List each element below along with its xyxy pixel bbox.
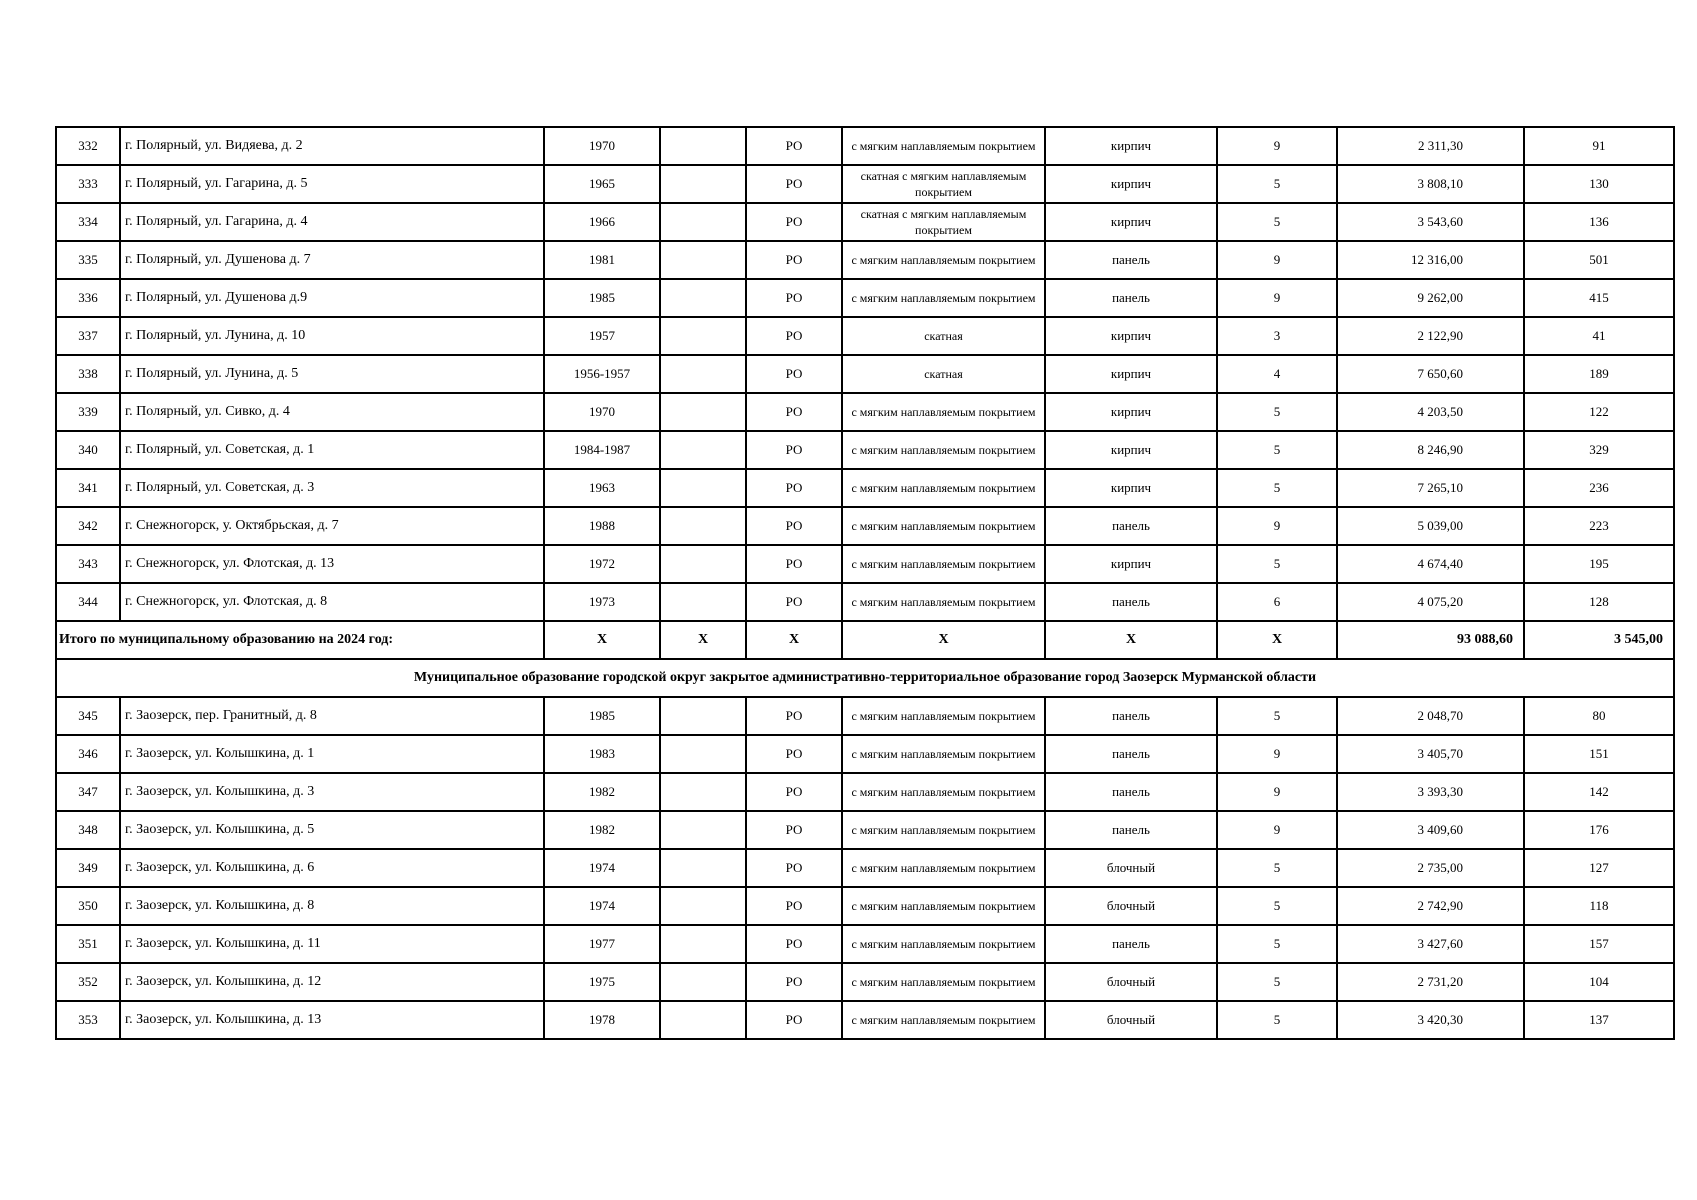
row-number: 349 <box>56 849 120 887</box>
row-material: панель <box>1045 735 1217 773</box>
row-area: 2 735,00 <box>1337 849 1524 887</box>
row-owner: РО <box>746 469 842 507</box>
row-year: 1956-1957 <box>544 355 660 393</box>
row-extra <box>660 963 746 1001</box>
row-number: 351 <box>56 925 120 963</box>
row-address: г. Заозерск, ул. Колышкина, д. 1 <box>120 735 544 773</box>
row-residents: 157 <box>1524 925 1674 963</box>
row-year: 1963 <box>544 469 660 507</box>
row-floors: 5 <box>1217 1001 1337 1039</box>
row-residents: 137 <box>1524 1001 1674 1039</box>
row-extra <box>660 469 746 507</box>
row-floors: 4 <box>1217 355 1337 393</box>
row-address: г. Полярный, ул. Советская, д. 3 <box>120 469 544 507</box>
row-extra <box>660 697 746 735</box>
row-number: 333 <box>56 165 120 203</box>
row-extra <box>660 203 746 241</box>
row-material: кирпич <box>1045 127 1217 165</box>
row-floors: 9 <box>1217 279 1337 317</box>
row-owner: РО <box>746 431 842 469</box>
row-address: г. Заозерск, ул. Колышкина, д. 11 <box>120 925 544 963</box>
table-row <box>56 393 1674 431</box>
row-number: 336 <box>56 279 120 317</box>
row-number: 347 <box>56 773 120 811</box>
row-year: 1957 <box>544 317 660 355</box>
row-area: 3 405,70 <box>1337 735 1524 773</box>
row-roof: с мягким наплавляемым покрытием <box>842 887 1045 925</box>
row-floors: 5 <box>1217 431 1337 469</box>
row-material: панель <box>1045 811 1217 849</box>
total-row <box>56 621 1674 659</box>
row-material: кирпич <box>1045 165 1217 203</box>
row-owner: РО <box>746 241 842 279</box>
row-residents: 136 <box>1524 203 1674 241</box>
row-year: 1973 <box>544 583 660 621</box>
section-header-row <box>56 659 1674 697</box>
row-roof: с мягким наплавляемым покрытием <box>842 697 1045 735</box>
row-roof: с мягким наплавляемым покрытием <box>842 279 1045 317</box>
row-owner: РО <box>746 963 842 1001</box>
row-extra <box>660 393 746 431</box>
row-owner: РО <box>746 355 842 393</box>
row-floors: 9 <box>1217 507 1337 545</box>
row-residents: 130 <box>1524 165 1674 203</box>
row-floors: 6 <box>1217 583 1337 621</box>
row-extra <box>660 735 746 773</box>
row-number: 345 <box>56 697 120 735</box>
total-area: 93 088,60 <box>1337 621 1524 659</box>
row-owner: РО <box>746 317 842 355</box>
row-owner: РО <box>746 507 842 545</box>
table-row <box>56 469 1674 507</box>
row-year: 1978 <box>544 1001 660 1039</box>
row-owner: РО <box>746 735 842 773</box>
row-material: кирпич <box>1045 469 1217 507</box>
row-extra <box>660 887 746 925</box>
row-roof: скатная с мягким наплавляемым покрытием <box>842 165 1045 203</box>
row-area: 4 674,40 <box>1337 545 1524 583</box>
row-number: 344 <box>56 583 120 621</box>
row-material: панель <box>1045 773 1217 811</box>
total-x-owner: Х <box>746 621 842 659</box>
row-extra <box>660 165 746 203</box>
row-owner: РО <box>746 127 842 165</box>
row-area: 9 262,00 <box>1337 279 1524 317</box>
row-year: 1981 <box>544 241 660 279</box>
row-material: панель <box>1045 279 1217 317</box>
row-roof: с мягким наплавляемым покрытием <box>842 127 1045 165</box>
row-owner: РО <box>746 697 842 735</box>
row-extra <box>660 431 746 469</box>
row-owner: РО <box>746 1001 842 1039</box>
table-body-total <box>56 621 1674 697</box>
row-number: 342 <box>56 507 120 545</box>
row-floors: 9 <box>1217 773 1337 811</box>
total-x-roof: Х <box>842 621 1045 659</box>
table-row <box>56 507 1674 545</box>
table-row <box>56 849 1674 887</box>
row-extra <box>660 355 746 393</box>
row-owner: РО <box>746 849 842 887</box>
row-area: 8 246,90 <box>1337 431 1524 469</box>
document-page <box>55 126 1673 1040</box>
row-address: г. Полярный, ул. Лунина, д. 10 <box>120 317 544 355</box>
row-owner: РО <box>746 545 842 583</box>
table-row <box>56 887 1674 925</box>
row-floors: 5 <box>1217 203 1337 241</box>
row-area: 2 048,70 <box>1337 697 1524 735</box>
row-owner: РО <box>746 165 842 203</box>
row-year: 1983 <box>544 735 660 773</box>
table-row <box>56 1001 1674 1039</box>
row-material: кирпич <box>1045 317 1217 355</box>
row-residents: 118 <box>1524 887 1674 925</box>
row-floors: 5 <box>1217 545 1337 583</box>
row-number: 337 <box>56 317 120 355</box>
row-number: 335 <box>56 241 120 279</box>
row-owner: РО <box>746 773 842 811</box>
row-material: панель <box>1045 507 1217 545</box>
row-extra <box>660 241 746 279</box>
row-area: 12 316,00 <box>1337 241 1524 279</box>
row-year: 1966 <box>544 203 660 241</box>
row-address: г. Полярный, ул. Гагарина, д. 5 <box>120 165 544 203</box>
row-residents: 91 <box>1524 127 1674 165</box>
row-owner: РО <box>746 279 842 317</box>
row-area: 2 731,20 <box>1337 963 1524 1001</box>
row-year: 1985 <box>544 697 660 735</box>
row-address: г. Полярный, ул. Гагарина, д. 4 <box>120 203 544 241</box>
row-extra <box>660 317 746 355</box>
row-address: г. Заозерск, ул. Колышкина, д. 8 <box>120 887 544 925</box>
row-material: кирпич <box>1045 355 1217 393</box>
row-number: 339 <box>56 393 120 431</box>
row-residents: 128 <box>1524 583 1674 621</box>
row-year: 1985 <box>544 279 660 317</box>
row-extra <box>660 811 746 849</box>
table-row <box>56 203 1674 241</box>
row-roof: скатная <box>842 355 1045 393</box>
row-roof: с мягким наплавляемым покрытием <box>842 469 1045 507</box>
table-row <box>56 317 1674 355</box>
row-area: 5 039,00 <box>1337 507 1524 545</box>
row-address: г. Заозерск, ул. Колышкина, д. 12 <box>120 963 544 1001</box>
table-row <box>56 355 1674 393</box>
total-x-year: Х <box>544 621 660 659</box>
table-row <box>56 773 1674 811</box>
row-floors: 5 <box>1217 165 1337 203</box>
row-residents: 142 <box>1524 773 1674 811</box>
row-extra <box>660 127 746 165</box>
row-area: 3 808,10 <box>1337 165 1524 203</box>
row-floors: 5 <box>1217 697 1337 735</box>
row-address: г. Заозерск, пер. Гранитный, д. 8 <box>120 697 544 735</box>
row-residents: 189 <box>1524 355 1674 393</box>
row-year: 1977 <box>544 925 660 963</box>
row-number: 348 <box>56 811 120 849</box>
row-area: 7 650,60 <box>1337 355 1524 393</box>
row-floors: 3 <box>1217 317 1337 355</box>
table-row <box>56 545 1674 583</box>
row-roof: скатная <box>842 317 1045 355</box>
row-year: 1965 <box>544 165 660 203</box>
table-row <box>56 963 1674 1001</box>
row-owner: РО <box>746 203 842 241</box>
row-floors: 5 <box>1217 963 1337 1001</box>
row-residents: 80 <box>1524 697 1674 735</box>
row-material: панель <box>1045 583 1217 621</box>
row-area: 2 311,30 <box>1337 127 1524 165</box>
row-address: г. Заозерск, ул. Колышкина, д. 13 <box>120 1001 544 1039</box>
table-body-bottom <box>56 697 1674 1039</box>
row-roof: скатная с мягким наплавляемым покрытием <box>842 203 1045 241</box>
row-year: 1974 <box>544 849 660 887</box>
row-material: панель <box>1045 697 1217 735</box>
row-number: 353 <box>56 1001 120 1039</box>
section-title: Муниципальное образование городской округ закрытое административно-территориальное образование город Заозерск Мурманской области <box>56 659 1674 697</box>
row-address: г. Полярный, ул. Лунина, д. 5 <box>120 355 544 393</box>
row-roof: с мягким наплавляемым покрытием <box>842 735 1045 773</box>
row-roof: с мягким наплавляемым покрытием <box>842 773 1045 811</box>
row-area: 3 427,60 <box>1337 925 1524 963</box>
row-material: блочный <box>1045 1001 1217 1039</box>
row-floors: 9 <box>1217 735 1337 773</box>
total-residents: 3 545,00 <box>1524 621 1674 659</box>
row-material: кирпич <box>1045 545 1217 583</box>
row-residents: 122 <box>1524 393 1674 431</box>
row-residents: 127 <box>1524 849 1674 887</box>
row-extra <box>660 773 746 811</box>
row-number: 340 <box>56 431 120 469</box>
row-residents: 415 <box>1524 279 1674 317</box>
row-address: г. Снежногорск, у. Октябрьская, д. 7 <box>120 507 544 545</box>
row-area: 4 203,50 <box>1337 393 1524 431</box>
row-material: панель <box>1045 241 1217 279</box>
row-residents: 176 <box>1524 811 1674 849</box>
row-number: 334 <box>56 203 120 241</box>
row-address: г. Полярный, ул. Душенова д.9 <box>120 279 544 317</box>
row-number: 350 <box>56 887 120 925</box>
row-floors: 5 <box>1217 887 1337 925</box>
row-roof: с мягким наплавляемым покрытием <box>842 811 1045 849</box>
row-roof: с мягким наплавляемым покрытием <box>842 545 1045 583</box>
total-label: Итого по муниципальному образованию на 2024 год: <box>56 621 544 659</box>
row-roof: с мягким наплавляемым покрытием <box>842 241 1045 279</box>
row-material: кирпич <box>1045 203 1217 241</box>
row-roof: с мягким наплавляемым покрытием <box>842 1001 1045 1039</box>
row-address: г. Полярный, ул. Душенова д. 7 <box>120 241 544 279</box>
row-residents: 501 <box>1524 241 1674 279</box>
row-number: 341 <box>56 469 120 507</box>
row-address: г. Снежногорск, ул. Флотская, д. 13 <box>120 545 544 583</box>
row-residents: 41 <box>1524 317 1674 355</box>
table-row <box>56 735 1674 773</box>
table-body-top <box>56 127 1674 621</box>
row-number: 338 <box>56 355 120 393</box>
row-floors: 5 <box>1217 469 1337 507</box>
row-material: блочный <box>1045 849 1217 887</box>
row-residents: 104 <box>1524 963 1674 1001</box>
row-owner: РО <box>746 393 842 431</box>
row-roof: с мягким наплавляемым покрытием <box>842 393 1045 431</box>
row-address: г. Заозерск, ул. Колышкина, д. 6 <box>120 849 544 887</box>
row-area: 3 420,30 <box>1337 1001 1524 1039</box>
row-residents: 329 <box>1524 431 1674 469</box>
table-row <box>56 127 1674 165</box>
row-roof: с мягким наплавляемым покрытием <box>842 849 1045 887</box>
row-number: 343 <box>56 545 120 583</box>
table-row <box>56 583 1674 621</box>
row-year: 1974 <box>544 887 660 925</box>
row-floors: 5 <box>1217 393 1337 431</box>
row-address: г. Полярный, ул. Советская, д. 1 <box>120 431 544 469</box>
row-year: 1982 <box>544 811 660 849</box>
row-floors: 5 <box>1217 925 1337 963</box>
row-extra <box>660 925 746 963</box>
row-owner: РО <box>746 887 842 925</box>
row-address: г. Заозерск, ул. Колышкина, д. 5 <box>120 811 544 849</box>
row-year: 1970 <box>544 393 660 431</box>
row-area: 3 393,30 <box>1337 773 1524 811</box>
row-number: 332 <box>56 127 120 165</box>
table-row <box>56 925 1674 963</box>
row-area: 2 742,90 <box>1337 887 1524 925</box>
row-extra <box>660 583 746 621</box>
total-x-material: Х <box>1045 621 1217 659</box>
row-address: г. Заозерск, ул. Колышкина, д. 3 <box>120 773 544 811</box>
row-area: 3 543,60 <box>1337 203 1524 241</box>
row-year: 1975 <box>544 963 660 1001</box>
row-extra <box>660 849 746 887</box>
table-row <box>56 431 1674 469</box>
table-row <box>56 811 1674 849</box>
row-floors: 5 <box>1217 849 1337 887</box>
row-roof: с мягким наплавляемым покрытием <box>842 507 1045 545</box>
row-owner: РО <box>746 811 842 849</box>
row-material: кирпич <box>1045 393 1217 431</box>
row-owner: РО <box>746 583 842 621</box>
row-area: 2 122,90 <box>1337 317 1524 355</box>
row-floors: 9 <box>1217 811 1337 849</box>
row-residents: 195 <box>1524 545 1674 583</box>
table-row <box>56 165 1674 203</box>
table-row <box>56 279 1674 317</box>
row-material: блочный <box>1045 963 1217 1001</box>
row-extra <box>660 279 746 317</box>
row-address: г. Полярный, ул. Сивко, д. 4 <box>120 393 544 431</box>
row-owner: РО <box>746 925 842 963</box>
row-year: 1984-1987 <box>544 431 660 469</box>
row-extra <box>660 545 746 583</box>
row-roof: с мягким наплавляемым покрытием <box>842 963 1045 1001</box>
row-material: блочный <box>1045 887 1217 925</box>
total-x-extra: Х <box>660 621 746 659</box>
total-x-floors: Х <box>1217 621 1337 659</box>
table-row <box>56 241 1674 279</box>
row-material: панель <box>1045 925 1217 963</box>
row-extra <box>660 1001 746 1039</box>
row-extra <box>660 507 746 545</box>
row-year: 1982 <box>544 773 660 811</box>
row-area: 3 409,60 <box>1337 811 1524 849</box>
row-material: кирпич <box>1045 431 1217 469</box>
row-year: 1972 <box>544 545 660 583</box>
row-roof: с мягким наплавляемым покрытием <box>842 925 1045 963</box>
table-row <box>56 697 1674 735</box>
row-floors: 9 <box>1217 241 1337 279</box>
row-residents: 223 <box>1524 507 1674 545</box>
housing-table <box>55 126 1675 1040</box>
row-address: г. Снежногорск, ул. Флотская, д. 8 <box>120 583 544 621</box>
row-year: 1988 <box>544 507 660 545</box>
row-area: 7 265,10 <box>1337 469 1524 507</box>
row-number: 346 <box>56 735 120 773</box>
row-year: 1970 <box>544 127 660 165</box>
row-number: 352 <box>56 963 120 1001</box>
row-residents: 236 <box>1524 469 1674 507</box>
row-residents: 151 <box>1524 735 1674 773</box>
row-area: 4 075,20 <box>1337 583 1524 621</box>
row-roof: с мягким наплавляемым покрытием <box>842 583 1045 621</box>
row-address: г. Полярный, ул. Видяева, д. 2 <box>120 127 544 165</box>
row-roof: с мягким наплавляемым покрытием <box>842 431 1045 469</box>
row-floors: 9 <box>1217 127 1337 165</box>
